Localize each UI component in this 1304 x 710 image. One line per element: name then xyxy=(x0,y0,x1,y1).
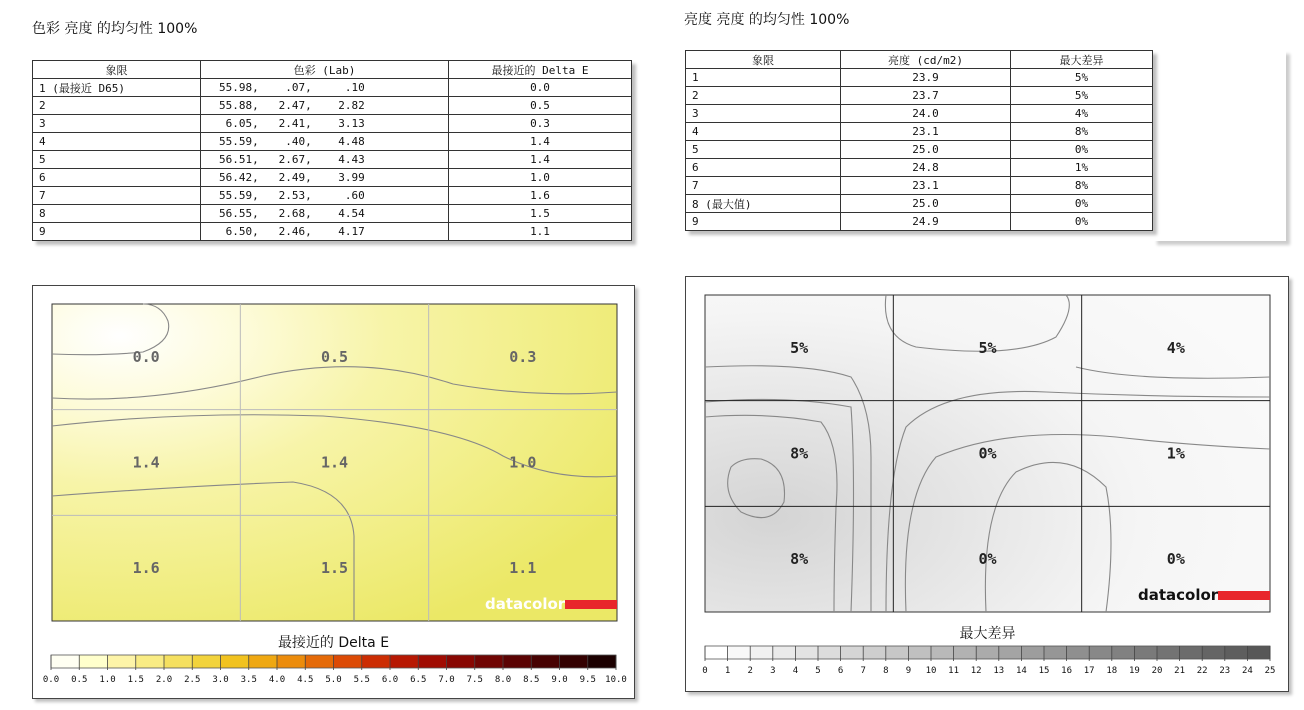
quadrant-cell: 9 xyxy=(686,213,841,231)
legend-swatch xyxy=(1202,646,1225,659)
legend-tick-label: 4.5 xyxy=(297,675,314,685)
legend-swatch xyxy=(750,646,773,659)
lab-cell: 56.51, 2.67, 4.43 xyxy=(201,151,449,169)
legend-title: 最接近的 Delta E xyxy=(277,635,390,651)
col-header-quadrant: 象限 xyxy=(686,51,841,69)
legend-swatch xyxy=(475,655,504,668)
max-diff-cell: 0% xyxy=(1011,213,1153,231)
legend-swatch xyxy=(221,655,250,668)
legend-tick-label: 10 xyxy=(925,666,937,676)
legend-tick-label: 19 xyxy=(1128,666,1140,676)
table-row xyxy=(33,133,632,151)
legend-tick-label: 7.5 xyxy=(466,675,483,685)
lab-cell: 55.59, .40, 4.48 xyxy=(201,133,449,151)
table-row xyxy=(33,187,632,205)
quadrant-cell: 5 xyxy=(33,151,201,169)
luminance-cell: 23.7 xyxy=(841,87,1011,105)
delta-e-chart-panel xyxy=(32,285,635,699)
legend-swatch xyxy=(705,646,728,659)
cell-value-label: 0.0 xyxy=(132,347,160,366)
col-header-quadrant: 象限 xyxy=(33,61,201,79)
quadrant-cell: 1 (最接近 D65) xyxy=(33,79,201,97)
table-row xyxy=(686,177,1153,195)
delta-e-cell: 1.5 xyxy=(449,205,632,223)
cell-value-label: 1% xyxy=(1166,444,1185,463)
table-row xyxy=(33,223,632,241)
legend-swatch xyxy=(1225,646,1248,659)
lab-cell: 55.88, 2.47, 2.82 xyxy=(201,97,449,115)
legend-swatch xyxy=(773,646,796,659)
legend-tick-label: 12 xyxy=(970,666,982,676)
quadrant-cell: 5 xyxy=(686,141,841,159)
legend-tick-label: 1.0 xyxy=(99,675,116,685)
legend-swatch xyxy=(503,655,532,668)
legend-tick-label: 21 xyxy=(1174,666,1186,676)
legend-tick-label: 23 xyxy=(1219,666,1231,676)
legend-tick-label: 6 xyxy=(837,666,844,676)
legend-swatch xyxy=(728,646,751,659)
legend-tick-label: 2.0 xyxy=(155,675,173,685)
legend-tick-label: 8 xyxy=(883,666,889,676)
cell-value-label: 0% xyxy=(978,444,997,463)
luminance-heatmap xyxy=(686,277,1288,691)
legend-tick-label: 6.5 xyxy=(410,675,427,685)
legend-title: 最大差异 xyxy=(959,626,1016,642)
legend-tick-label: 6.0 xyxy=(381,675,399,685)
quadrant-cell: 7 xyxy=(686,177,841,195)
table-row xyxy=(33,169,632,187)
datacolor-logo: datacolor xyxy=(1138,586,1219,604)
legend-tick-label: 18 xyxy=(1106,666,1118,676)
cell-value-label: 1.1 xyxy=(509,559,537,578)
quadrant-cell: 3 xyxy=(33,115,201,133)
luminance-cell: 24.0 xyxy=(841,105,1011,123)
legend-tick-label: 24 xyxy=(1241,666,1253,676)
legend-tick-label: 9.5 xyxy=(579,675,596,685)
left-title: 色彩 亮度 的均匀性 100% xyxy=(32,21,198,37)
cell-value-label: 0.3 xyxy=(509,347,537,366)
quadrant-cell: 2 xyxy=(33,97,201,115)
legend-swatch xyxy=(531,655,560,668)
legend-tick-label: 1.5 xyxy=(127,675,144,685)
datacolor-logo-bar xyxy=(1218,591,1270,600)
legend-swatch xyxy=(362,655,391,668)
legend-swatch xyxy=(1157,646,1180,659)
delta-e-cell: 1.0 xyxy=(449,169,632,187)
quadrant-cell: 2 xyxy=(686,87,841,105)
luminance-cell: 24.9 xyxy=(841,213,1011,231)
cell-value-label: 1.4 xyxy=(320,453,349,472)
legend-tick-label: 0.5 xyxy=(71,675,88,685)
cell-value-label: 5% xyxy=(978,338,997,357)
legend-swatch xyxy=(447,655,476,668)
cell-value-label: 5% xyxy=(790,338,809,357)
legend-tick-label: 0.0 xyxy=(42,675,60,685)
legend-tick-label: 4.0 xyxy=(268,675,286,685)
legend-swatch xyxy=(976,646,999,659)
legend-tick-label: 3 xyxy=(770,666,776,676)
legend-swatch xyxy=(79,655,108,668)
col-header-lab: 色彩 (Lab) xyxy=(201,61,449,79)
lab-cell: 55.98, .07, .10 xyxy=(201,79,449,97)
col-header-luminance: 亮度 (cd/m2) xyxy=(841,51,1011,69)
cell-value-label: 1.6 xyxy=(132,559,160,578)
luminance-uniformity-table xyxy=(685,50,1153,231)
luminance-cell: 25.0 xyxy=(841,195,1011,213)
legend-swatch xyxy=(192,655,221,668)
legend-swatch xyxy=(164,655,193,668)
legend-tick-label: 4 xyxy=(792,666,799,676)
quadrant-cell: 8 (最大值) xyxy=(686,195,841,213)
cell-value-label: 1.0 xyxy=(509,453,537,472)
legend-swatch xyxy=(390,655,419,668)
legend-tick-label: 8.5 xyxy=(523,675,540,685)
legend-swatch xyxy=(931,646,954,659)
legend-tick-label: 8.0 xyxy=(494,675,512,685)
max-diff-cell: 5% xyxy=(1011,87,1153,105)
legend-tick-label: 5.0 xyxy=(325,675,342,685)
delta-e-cell: 0.3 xyxy=(449,115,632,133)
legend-tick-label: 0 xyxy=(702,666,708,676)
legend-swatch xyxy=(1044,646,1067,659)
col-header-delta-e: 最接近的 Delta E xyxy=(449,61,632,79)
cell-value-label: 1.5 xyxy=(320,559,349,578)
legend-swatch xyxy=(1134,646,1157,659)
legend-swatch xyxy=(954,646,977,659)
table-row xyxy=(686,105,1153,123)
table-row xyxy=(33,151,632,169)
luminance-cell: 23.1 xyxy=(841,177,1011,195)
cell-value-label: 0% xyxy=(978,550,997,569)
legend-swatch xyxy=(908,646,931,659)
delta-e-cell: 0.0 xyxy=(449,79,632,97)
datacolor-logo: datacolor xyxy=(485,595,566,613)
quadrant-cell: 3 xyxy=(686,105,841,123)
luminance-cell: 23.9 xyxy=(841,69,1011,87)
table-row xyxy=(33,205,632,223)
legend-swatch xyxy=(418,655,447,668)
legend-tick-label: 25 xyxy=(1264,666,1276,676)
legend-swatch xyxy=(1067,646,1090,659)
legend-tick-label: 16 xyxy=(1061,666,1073,676)
legend-tick-label: 1 xyxy=(724,666,731,676)
luminance-chart-panel xyxy=(685,276,1289,692)
lab-cell: 6.05, 2.41, 3.13 xyxy=(201,115,449,133)
legend-tick-label: 5 xyxy=(815,666,821,676)
legend-swatch xyxy=(886,646,909,659)
right-title: 亮度 亮度 的均匀性 100% xyxy=(684,12,850,28)
delta-e-heatmap xyxy=(33,286,634,698)
table-row xyxy=(686,159,1153,177)
legend-tick-label: 11 xyxy=(948,666,960,676)
delta-e-cell: 1.6 xyxy=(449,187,632,205)
legend-swatch xyxy=(841,646,864,659)
delta-e-cell: 1.4 xyxy=(449,151,632,169)
col-header-max-diff: 最大差异 xyxy=(1011,51,1153,69)
quadrant-cell: 9 xyxy=(33,223,201,241)
legend-swatch xyxy=(795,646,818,659)
table-row xyxy=(686,123,1153,141)
table-row xyxy=(686,195,1153,213)
legend-swatch xyxy=(588,655,617,668)
max-diff-cell: 5% xyxy=(1011,69,1153,87)
cell-value-label: 8% xyxy=(790,444,809,463)
legend-tick-label: 2 xyxy=(747,666,753,676)
legend-tick-label: 9.0 xyxy=(551,675,568,685)
delta-e-cell: 1.1 xyxy=(449,223,632,241)
table-row xyxy=(33,97,632,115)
lab-cell: 6.50, 2.46, 4.17 xyxy=(201,223,449,241)
legend-tick-label: 5.5 xyxy=(353,675,370,685)
max-diff-cell: 8% xyxy=(1011,177,1153,195)
max-diff-cell: 0% xyxy=(1011,195,1153,213)
quadrant-cell: 6 xyxy=(686,159,841,177)
legend-swatch xyxy=(1089,646,1112,659)
legend-swatch xyxy=(1021,646,1044,659)
legend-swatch xyxy=(560,655,589,668)
quadrant-cell: 4 xyxy=(33,133,201,151)
legend-swatch xyxy=(999,646,1022,659)
legend-tick-label: 9 xyxy=(905,666,912,676)
legend-tick-label: 14 xyxy=(1015,666,1027,676)
legend-tick-label: 2.5 xyxy=(184,675,201,685)
delta-e-cell: 0.5 xyxy=(449,97,632,115)
quadrant-cell: 6 xyxy=(33,169,201,187)
luminance-cell: 24.8 xyxy=(841,159,1011,177)
table-row xyxy=(686,213,1153,231)
legend-swatch xyxy=(277,655,306,668)
legend-tick-label: 7.0 xyxy=(438,675,455,685)
lab-cell: 56.55, 2.68, 4.54 xyxy=(201,205,449,223)
legend-swatch xyxy=(334,655,363,668)
legend-swatch xyxy=(818,646,841,659)
max-diff-cell: 4% xyxy=(1011,105,1153,123)
legend-tick-label: 17 xyxy=(1083,666,1095,676)
legend-tick-label: 3.5 xyxy=(240,675,257,685)
table-shadow-block xyxy=(1153,50,1286,241)
cell-value-label: 0.5 xyxy=(320,347,349,366)
legend-tick-label: 7 xyxy=(860,666,866,676)
lab-cell: 56.42, 2.49, 3.99 xyxy=(201,169,449,187)
max-diff-cell: 8% xyxy=(1011,123,1153,141)
legend-swatch xyxy=(1247,646,1270,659)
quadrant-cell: 8 xyxy=(33,205,201,223)
legend-swatch xyxy=(305,655,334,668)
legend-tick-label: 13 xyxy=(993,666,1005,676)
quadrant-cell: 4 xyxy=(686,123,841,141)
legend-swatch xyxy=(51,655,80,668)
legend-tick-label: 20 xyxy=(1151,666,1163,676)
luminance-cell: 23.1 xyxy=(841,123,1011,141)
legend-swatch xyxy=(249,655,278,668)
legend-tick-label: 10.0 xyxy=(605,675,627,685)
legend-tick-label: 3.0 xyxy=(212,675,229,685)
cell-value-label: 4% xyxy=(1166,338,1185,357)
legend-tick-label: 22 xyxy=(1196,666,1208,676)
datacolor-logo-bar xyxy=(565,600,617,609)
table-row xyxy=(686,141,1153,159)
cell-value-label: 0% xyxy=(1166,550,1185,569)
max-diff-cell: 0% xyxy=(1011,141,1153,159)
cell-value-label: 8% xyxy=(790,550,809,569)
lab-cell: 55.59, 2.53, .60 xyxy=(201,187,449,205)
table-row xyxy=(686,69,1153,87)
legend-swatch xyxy=(1112,646,1135,659)
table-row xyxy=(33,115,632,133)
delta-e-cell: 1.4 xyxy=(449,133,632,151)
luminance-cell: 25.0 xyxy=(841,141,1011,159)
legend-swatch xyxy=(108,655,137,668)
quadrant-cell: 1 xyxy=(686,69,841,87)
cell-value-label: 1.4 xyxy=(132,453,160,472)
table-row xyxy=(33,79,632,97)
legend-swatch xyxy=(136,655,165,668)
quadrant-cell: 7 xyxy=(33,187,201,205)
table-row xyxy=(686,87,1153,105)
color-uniformity-table xyxy=(32,60,632,241)
max-diff-cell: 1% xyxy=(1011,159,1153,177)
legend-swatch xyxy=(863,646,886,659)
legend-tick-label: 15 xyxy=(1038,666,1050,676)
legend-swatch xyxy=(1180,646,1203,659)
